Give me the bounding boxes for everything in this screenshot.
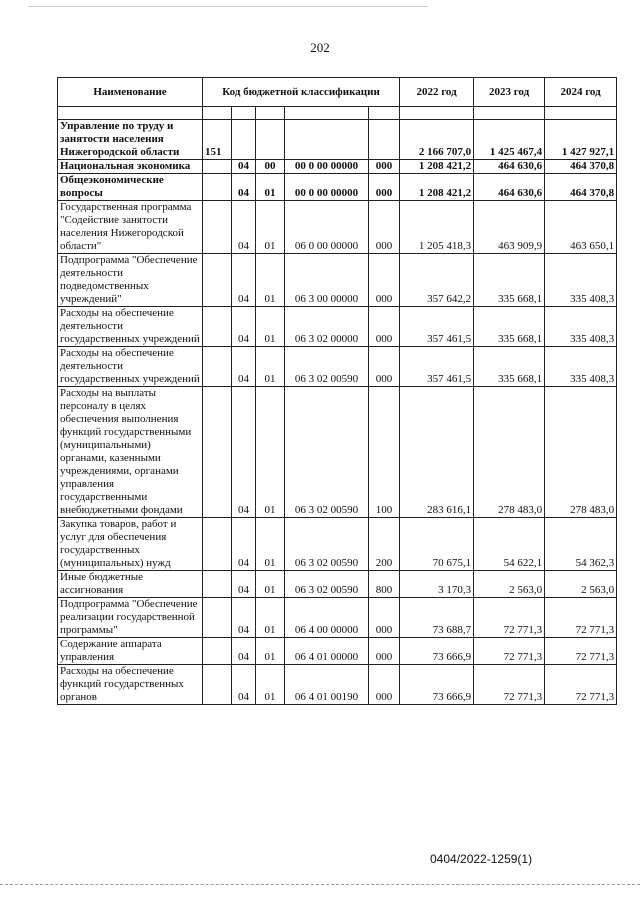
table-row: [58, 571, 617, 598]
row-target-article: 06 3 00 00000: [285, 254, 369, 307]
header-name: Наименование: [58, 78, 203, 107]
row-value-2024: 72 771,3: [545, 665, 617, 705]
row-subsection: 01: [256, 638, 285, 665]
row-admin-code: [203, 638, 232, 665]
row-expense-type: 000: [369, 307, 400, 347]
row-section: 04: [232, 598, 256, 638]
row-section: 04: [232, 638, 256, 665]
row-value-2024: 1 427 927,1: [545, 120, 617, 160]
row-expense-type: 200: [369, 518, 400, 571]
table-row: [58, 254, 617, 307]
row-subsection: [256, 120, 285, 160]
row-value-2022: 357 461,5: [400, 347, 474, 387]
document-code: 0404/2022-1259(1): [430, 852, 533, 866]
row-section: 04: [232, 254, 256, 307]
row-name: Расходы на выплаты персоналу в целях обеспечения выполнения функций государственными (муниципальными) органами, казенными учреждениями, органами управления государственными внебюджетными фондами: [58, 387, 203, 518]
table-row: [58, 120, 617, 160]
page-number: 202: [310, 40, 330, 55]
table-row: [58, 665, 617, 705]
table-body: [58, 120, 617, 705]
table-row: [58, 598, 617, 638]
row-admin-code: [203, 254, 232, 307]
scan-top-line: [28, 6, 428, 7]
row-value-2024: 464 370,8: [545, 160, 617, 174]
table-row: [58, 307, 617, 347]
row-subsection: 01: [256, 307, 285, 347]
row-admin-code: [203, 201, 232, 254]
row-value-2024: 2 563,0: [545, 571, 617, 598]
row-value-2023: 278 483,0: [474, 387, 545, 518]
table-row: [58, 518, 617, 571]
table-row: [58, 387, 617, 518]
row-admin-code: [203, 665, 232, 705]
header-code: Код бюджетной классификации: [203, 78, 400, 107]
row-expense-type: 000: [369, 598, 400, 638]
table-row: [58, 160, 617, 174]
row-value-2022: 357 642,2: [400, 254, 474, 307]
row-value-2024: 72 771,3: [545, 638, 617, 665]
row-name: Национальная экономика: [58, 160, 203, 174]
row-name: Расходы на обеспечение деятельности государственных учреждений: [58, 347, 203, 387]
row-value-2022: 1 205 418,3: [400, 201, 474, 254]
row-value-2024: 72 771,3: [545, 598, 617, 638]
row-name: Подпрограмма "Обеспечение реализации государственной программы": [58, 598, 203, 638]
row-value-2022: 70 675,1: [400, 518, 474, 571]
row-section: 04: [232, 201, 256, 254]
row-target-article: 06 3 02 00590: [285, 387, 369, 518]
row-name: Расходы на обеспечение деятельности государственных учреждений: [58, 307, 203, 347]
row-value-2022: 283 616,1: [400, 387, 474, 518]
row-target-article: 00 0 00 00000: [285, 174, 369, 201]
row-admin-code: [203, 174, 232, 201]
row-section: 04: [232, 174, 256, 201]
row-name: Расходы на обеспечение функций государственных органов: [58, 665, 203, 705]
row-value-2023: 2 563,0: [474, 571, 545, 598]
table-header-row: [58, 78, 617, 107]
row-name: Иные бюджетные ассигнования: [58, 571, 203, 598]
row-expense-type: [369, 120, 400, 160]
row-expense-type: 000: [369, 174, 400, 201]
row-admin-code: [203, 571, 232, 598]
row-target-article: [285, 120, 369, 160]
row-subsection: 01: [256, 387, 285, 518]
row-value-2024: 463 650,1: [545, 201, 617, 254]
row-value-2023: 463 909,9: [474, 201, 545, 254]
row-value-2023: 464 630,6: [474, 174, 545, 201]
row-admin-code: [203, 598, 232, 638]
row-value-2023: 335 668,1: [474, 347, 545, 387]
row-section: [232, 120, 256, 160]
row-expense-type: 000: [369, 347, 400, 387]
row-section: 04: [232, 160, 256, 174]
row-target-article: 06 0 00 00000: [285, 201, 369, 254]
row-expense-type: 000: [369, 665, 400, 705]
row-subsection: 01: [256, 254, 285, 307]
row-section: 04: [232, 518, 256, 571]
row-target-article: 06 3 02 00590: [285, 347, 369, 387]
row-value-2023: 335 668,1: [474, 254, 545, 307]
scan-bottom-line: [0, 884, 640, 885]
row-value-2022: 3 170,3: [400, 571, 474, 598]
row-value-2022: 73 688,7: [400, 598, 474, 638]
row-value-2022: 73 666,9: [400, 638, 474, 665]
row-target-article: 06 3 02 00590: [285, 571, 369, 598]
row-subsection: 00: [256, 160, 285, 174]
table-row: [58, 174, 617, 201]
table-row: [58, 201, 617, 254]
row-name: Общеэкономические вопросы: [58, 174, 203, 201]
row-target-article: 06 4 01 00190: [285, 665, 369, 705]
row-value-2023: 72 771,3: [474, 598, 545, 638]
row-value-2024: 335 408,3: [545, 307, 617, 347]
table-spacer-row: [58, 107, 617, 120]
row-value-2022: 2 166 707,0: [400, 120, 474, 160]
row-admin-code: [203, 387, 232, 518]
row-expense-type: 000: [369, 638, 400, 665]
row-subsection: 01: [256, 598, 285, 638]
row-section: 04: [232, 571, 256, 598]
row-subsection: 01: [256, 571, 285, 598]
row-admin-code: [203, 160, 232, 174]
row-value-2024: 54 362,3: [545, 518, 617, 571]
row-value-2023: 335 668,1: [474, 307, 545, 347]
row-value-2022: 357 461,5: [400, 307, 474, 347]
row-target-article: 06 3 02 00590: [285, 518, 369, 571]
row-subsection: 01: [256, 201, 285, 254]
row-name: Содержание аппарата управления: [58, 638, 203, 665]
row-section: 04: [232, 665, 256, 705]
header-2023: 2023 год: [474, 78, 545, 107]
header-2022: 2022 год: [400, 78, 474, 107]
row-expense-type: 100: [369, 387, 400, 518]
row-value-2022: 73 666,9: [400, 665, 474, 705]
row-value-2023: 54 622,1: [474, 518, 545, 571]
row-section: 04: [232, 347, 256, 387]
row-expense-type: 800: [369, 571, 400, 598]
row-expense-type: 000: [369, 254, 400, 307]
row-section: 04: [232, 387, 256, 518]
row-name: Управление по труду и занятости населения Нижегородской области: [58, 120, 203, 160]
row-value-2024: 335 408,3: [545, 254, 617, 307]
row-section: 04: [232, 307, 256, 347]
row-name: Государственная программа "Содействие занятости населения Нижегородской области": [58, 201, 203, 254]
table-row: [58, 347, 617, 387]
row-value-2023: 72 771,3: [474, 638, 545, 665]
row-target-article: 06 3 02 00000: [285, 307, 369, 347]
row-expense-type: 000: [369, 160, 400, 174]
row-admin-code: [203, 347, 232, 387]
row-value-2024: 464 370,8: [545, 174, 617, 201]
row-admin-code: [203, 307, 232, 347]
row-value-2022: 1 208 421,2: [400, 174, 474, 201]
row-target-article: 06 4 00 00000: [285, 598, 369, 638]
row-value-2024: 335 408,3: [545, 347, 617, 387]
row-subsection: 01: [256, 174, 285, 201]
row-subsection: 01: [256, 518, 285, 571]
row-subsection: 01: [256, 347, 285, 387]
header-2024: 2024 год: [545, 78, 617, 107]
row-admin-code: [203, 518, 232, 571]
row-value-2023: 72 771,3: [474, 665, 545, 705]
table-row: [58, 638, 617, 665]
row-name: Закупка товаров, работ и услуг для обеспечения государственных (муниципальных) нужд: [58, 518, 203, 571]
row-value-2024: 278 483,0: [545, 387, 617, 518]
row-target-article: 06 4 01 00000: [285, 638, 369, 665]
budget-table: [57, 77, 617, 705]
row-value-2023: 464 630,6: [474, 160, 545, 174]
row-subsection: 01: [256, 665, 285, 705]
row-expense-type: 000: [369, 201, 400, 254]
row-target-article: 00 0 00 00000: [285, 160, 369, 174]
row-admin-code: 151: [203, 120, 232, 160]
row-value-2023: 1 425 467,4: [474, 120, 545, 160]
row-value-2022: 1 208 421,2: [400, 160, 474, 174]
row-name: Подпрограмма "Обеспечение деятельности подведомственных учреждений": [58, 254, 203, 307]
